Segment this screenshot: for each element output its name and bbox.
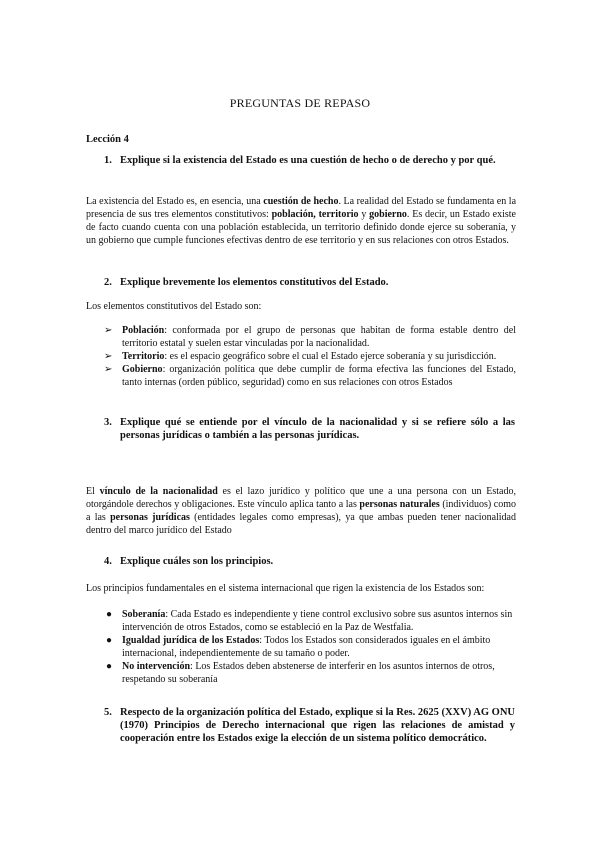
answer-4-intro: Los principios fundamentales en el sistema internacional que rigen la existencia de los Estados son: [86,583,485,594]
answer-text: es el lazo jurídico y político que une a una persona con un Estado, otorgándole derechos y obligaciones. Este vínculo aplica tanto a las [86,486,517,510]
answer-text: y [358,209,370,220]
item-term: Soberanía [122,609,166,620]
item-description: : Los Estados deben abstenerse de interferir en los asuntos internos de otros, respetando su soberanía [122,661,495,685]
question-text: Explique qué se entiende por el vínculo de la nacionalidad y si se refiere sólo a las personas jurídicas o también a las personas jurídicas. [120,417,515,441]
question-text: Explique brevemente los elementos constitutivos del Estado. [120,277,389,288]
answer-text: La existencia del Estado es, en esencia, una [86,196,264,207]
list-item [104,324,516,350]
list-item [104,608,516,634]
question-3 [105,416,515,442]
question-number: 3. [104,417,112,428]
answer-text: (entidades legales como empresas), ya que ambas pueden tener nacionalidad dentro del marco jurídico del Estado [86,512,517,536]
question-number: 5. [104,707,112,718]
item-description: : Cada Estado es independiente y tiene control exclusivo sobre sus asuntos internos sin intervención de otros Estados, como se estableció en la Paz de Westfalia. [122,609,513,633]
item-description: : Todos los Estados son considerados iguales en el ámbito internacional, independientemente de su tamaño o poder. [122,635,491,659]
lesson-heading: Lección 4 [86,134,129,145]
page-title: PREGUNTAS DE REPASO [229,96,371,110]
bullet-icon: ● [106,635,113,646]
question-2 [105,276,515,289]
item-description: : conformada por el grupo de personas que habitan de forma estable dentro del territorio estatal y suelen estar vinculadas por la nacionalidad. [122,325,516,349]
list-item [104,660,516,686]
item-term: Territorio [122,351,165,362]
question-number: 4. [104,556,112,567]
item-term: Gobierno [122,364,163,375]
item-description: : es el espacio geográfico sobre el cual el Estado ejerce soberanía y su jurisdicción. [164,351,497,362]
elements-list [104,324,516,389]
question-text: Explique si la existencia del Estado es una cuestión de hecho o de derecho y por qué. [120,155,496,166]
list-item [104,363,516,389]
answer-emphasis: cuestión de hecho [263,196,339,207]
list-item [104,634,516,660]
arrow-bullet-icon: ➢ [104,351,113,362]
item-term: No intervención [122,661,191,672]
answer-3 [86,485,516,537]
answer-1 [86,195,516,247]
answer-text: . Es decir, un Estado existe de facto cuando cuenta con una población establecida, un territorio definido donde ejerce su soberanía, y un gobierno que cumple funciones efectivas dentro de ese territorio y en sus relaciones con otros Estados. [86,209,516,246]
principles-list [104,608,516,686]
question-text: Explique cuáles son los principios. [120,556,274,567]
question-4 [105,555,515,568]
question-1 [105,154,515,167]
answer-emphasis: personas naturales [359,499,440,510]
answer-emphasis: gobierno [369,209,407,220]
answer-text: (individuos) como a las [86,499,516,523]
arrow-bullet-icon: ➢ [104,364,113,375]
arrow-bullet-icon: ➢ [104,325,113,336]
question-number: 2. [104,277,112,288]
item-term: Igualdad jurídica de los Estados [122,635,260,646]
bullet-icon: ● [106,609,113,620]
bullet-icon: ● [106,661,113,672]
question-5 [105,706,515,745]
question-number: 1. [104,155,112,166]
item-term: Población [122,325,165,336]
answer-text: . La realidad del Estado se fundamenta en la presencia de sus tres elementos constitutivos: [86,196,517,220]
answer-2-intro: Los elementos constitutivos del Estado son: [86,301,262,312]
answer-emphasis: personas jurídicas [110,512,190,523]
list-item [104,350,516,363]
answer-emphasis: población, territorio [271,209,359,220]
question-text: Respecto de la organización política del Estado, explique si la Res. 2625 (XXV) AG ONU (1970) Principios de Derecho internacional que rigen las relaciones de amistad y cooperación entre los Estados exige la elección de un sistema político democrático. [120,707,515,744]
answer-emphasis: vínculo de la nacionalidad [99,486,218,497]
answer-text: El [86,486,100,497]
item-description: : organización política que debe cumplir de forma efectiva las funciones del Estado, tanto internas (orden público, seguridad) como en sus relaciones con otros Estados [122,364,516,388]
